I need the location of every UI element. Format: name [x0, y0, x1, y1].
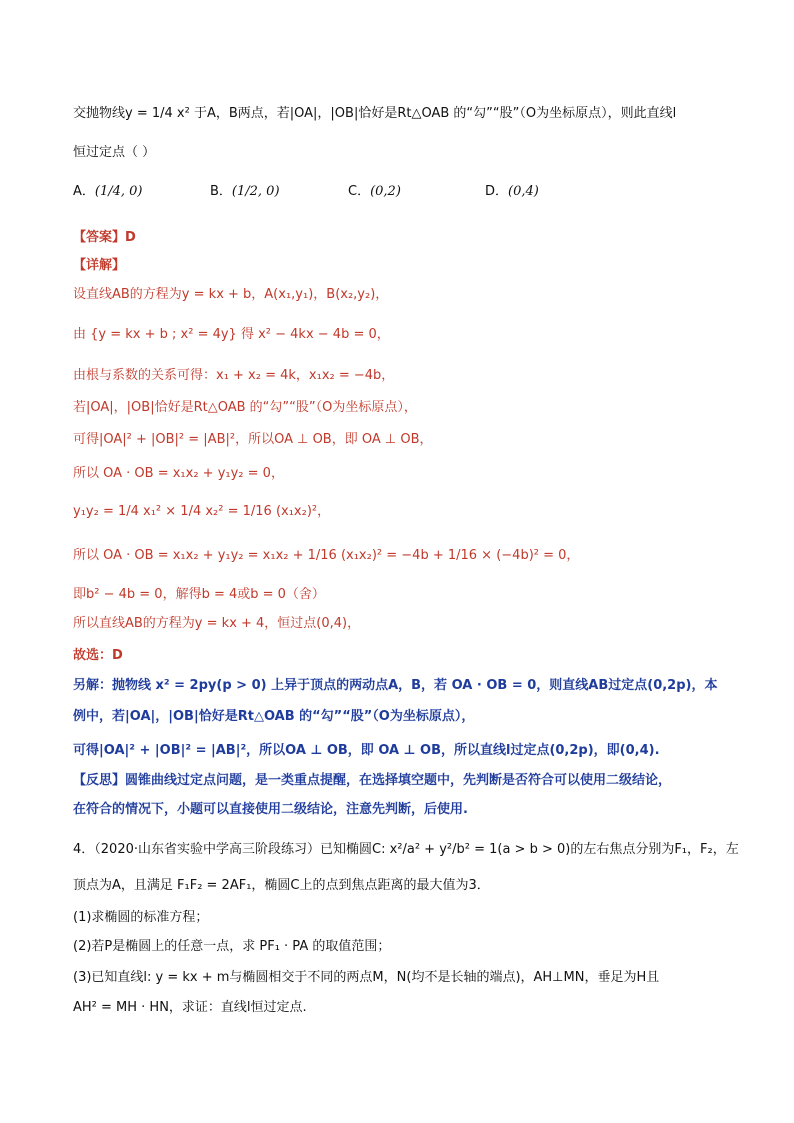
solution-line: 所以直线AB的方程为y = kx + 4，恒过点(0,4)， — [73, 616, 361, 631]
solution-line: y₁y₂ = 1/4 x₁² × 1/4 x₂² = 1/16 (x₁x₂)²， — [73, 504, 331, 519]
option-c — [348, 180, 401, 199]
solution-line: 若|OA|，|OB|恰好是Rt△OAB 的“勾”“股”（O为坐标原点）， — [73, 400, 417, 415]
option-a-value: (1/4, 0) — [94, 184, 143, 199]
solution-line: 所以 OA · OB = x₁x₂ + y₁y₂ = x₁x₂ + 1/16 (x₁x₂)² = −4b + 1/16 × (−4b)² = 0， — [73, 548, 580, 563]
question3-stem-line1: 交抛物线y = 1/4 x² 于A，B两点，若|OA|，|OB|恰好是Rt△OAB 的“勾”“股”（O为坐标原点），则此直线l — [73, 106, 677, 121]
option-b — [210, 180, 280, 199]
solution-line: 所以 OA · OB = x₁x₂ + y₁y₂ = 0， — [73, 466, 284, 481]
option-d-label: D． — [485, 184, 509, 199]
question4-part: (1)求椭圆的标准方程； — [73, 910, 209, 925]
option-b-label: B． — [210, 184, 232, 199]
option-d-value: (0,4) — [508, 184, 539, 199]
option-b-value: (1/2, 0) — [231, 184, 280, 199]
reflection-line: 【反思】圆锥曲线过定点问题，是一类重点提醒，在选择填空题中，先判断是否符合可以使用二级结论， — [73, 773, 672, 788]
question3-stem-line2: 恒过定点（ ） — [73, 145, 156, 160]
option-c-label: C． — [348, 184, 371, 199]
option-d — [485, 180, 539, 199]
question4-part: AH² = MH · HN，求证：直线l恒过定点. — [73, 1000, 307, 1015]
question4-line1: 4．（2020·山东省实验中学高三阶段练习）已知椭圆C: x²/a² + y²/b² = 1(a > b > 0)的左右焦点分别为F₁，F₂，左 — [73, 842, 739, 857]
alt-solution-line: 另解：抛物线 x² = 2py(p > 0) 上异于顶点的两动点A，B，若 OA · OB = 0，则直线AB过定点(0,2p)，本 — [73, 678, 718, 693]
option-a — [73, 180, 143, 199]
solution-line: 设直线AB的方程为y = kx + b，A(x₁,y₁)，B(x₂,y₂)， — [73, 287, 389, 302]
alt-solution-line: 例中，若|OA|，|OB|恰好是Rt△OAB 的“勾”“股”（O为坐标原点）， — [73, 709, 475, 724]
question4-part: (2)若P是椭圆上的任意一点，求 PF₁ · PA 的取值范围； — [73, 939, 391, 954]
alt-solution-line: 可得|OA|² + |OB|² = |AB|²，所以OA ⊥ OB，即 OA ⊥ OB，所以直线l过定点(0,2p)，即(0,4). — [73, 743, 660, 758]
solution-line: 由 {y = kx + b ; x² = 4y} 得 x² − 4kx − 4b = 0， — [73, 327, 390, 342]
answer-value: D — [125, 230, 136, 245]
answer-label: 【答案】 — [73, 230, 126, 245]
solution-line: 由根与系数的关系可得：x₁ + x₂ = 4k，x₁x₂ = −4b， — [73, 368, 395, 383]
question4-part: (3)已知直线l: y = kx + m与椭圆相交于不同的两点M，N(均不是长轴的端点)，AH⊥MN，垂足为H且 — [73, 970, 660, 985]
solution-line: 可得|OA|² + |OB|² = |AB|²，所以OA ⊥ OB，即 OA ⊥ OB， — [73, 432, 433, 447]
question4-line2: 顶点为A，且满足 F₁F₂ = 2AF₁，椭圆C上的点到焦点距离的最大值为3． — [73, 878, 490, 893]
detail-label: 【详解】 — [73, 258, 126, 273]
answer-line — [73, 228, 136, 248]
solution-line: 即b² − 4b = 0，解得b = 4或b = 0（舍） — [73, 587, 325, 602]
option-a-label: A． — [73, 184, 95, 199]
reflection-line: 在符合的情况下，小题可以直接使用二级结论，注意先判断，后使用. — [73, 802, 468, 817]
solution-line: 故选：D — [73, 648, 123, 663]
option-c-value: (0,2) — [370, 184, 401, 199]
